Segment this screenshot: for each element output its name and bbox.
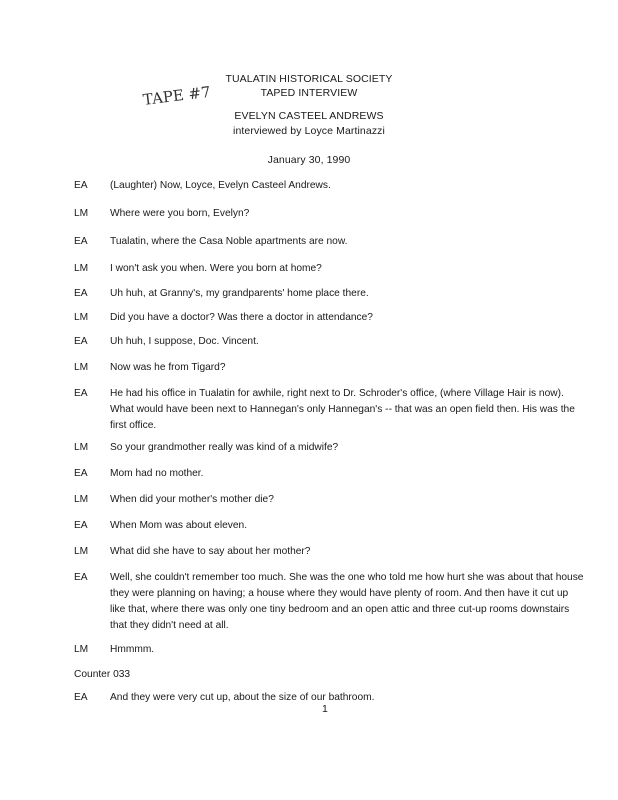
- utterance-text: Uh huh, at Granny's, my grandparents' home place there.: [110, 288, 369, 299]
- utterance-text: Well, she couldn't remember too much. She was the one who told me how hurt she was about that house they were planning on having; a house where they would have plenty of room. And then have it cut up like that, where there was only one tiny bedroom and an open attic and three cut-up rooms downstairs that they didn't need at all.: [110, 572, 584, 631]
- page-number: 1: [322, 703, 328, 715]
- org-name: TUALATIN HISTORICAL SOCIETY: [225, 73, 393, 85]
- utterance-text: What did she have to say about her mother?: [110, 546, 311, 557]
- speaker-label: LM: [74, 208, 89, 219]
- speaker-label: EA: [74, 520, 88, 531]
- interview-date: January 30, 1990: [267, 154, 351, 166]
- interviewer-line: interviewed by Loyce Martinazzi: [233, 125, 385, 137]
- speaker-label: EA: [74, 180, 88, 191]
- speaker-label: EA: [74, 288, 88, 299]
- utterance-text: Tualatin, where the Casa Noble apartments are now.: [110, 236, 348, 247]
- utterance-text: So your grandmother really was kind of a midwife?: [110, 442, 339, 453]
- speaker-label: LM: [74, 546, 89, 557]
- speaker-label: LM: [74, 494, 89, 505]
- speaker-label: EA: [74, 236, 88, 247]
- utterance-text: Now was he from Tigard?: [110, 362, 226, 373]
- utterance-text: Did you have a doctor? Was there a doctor in attendance?: [110, 312, 373, 323]
- utterance-text: (Laughter) Now, Loyce, Evelyn Casteel Andrews.: [110, 180, 331, 191]
- utterance-text: Hmmmm.: [110, 644, 155, 655]
- interviewee-name: EVELYN CASTEEL ANDREWS: [234, 110, 384, 122]
- utterance-text: And they were very cut up, about the size of our bathroom.: [110, 692, 375, 703]
- speaker-label: LM: [74, 442, 89, 453]
- speaker-label: LM: [74, 312, 89, 323]
- speaker-label: EA: [74, 692, 88, 703]
- utterance-text: When did your mother's mother die?: [110, 494, 274, 505]
- document-subtitle: TAPED INTERVIEW: [260, 87, 358, 99]
- tape-counter-note: Counter 033: [74, 669, 131, 680]
- speaker-label: EA: [74, 572, 88, 583]
- utterance-text: Uh huh, I suppose, Doc. Vincent.: [110, 336, 259, 347]
- speaker-label: LM: [74, 263, 89, 274]
- utterance-text: He had his office in Tualatin for awhile, right next to Dr. Schroder's office, (where Village Hair is now). What would have been next to Hannegan's only Hannegan's -- that was an open field then. His was the first office.: [110, 388, 575, 431]
- handwritten-tape-number: TAPE #7: [141, 82, 212, 109]
- utterance-text: I won't ask you when. Were you born at home?: [110, 263, 322, 274]
- speaker-label: LM: [74, 644, 89, 655]
- speaker-label: EA: [74, 388, 88, 399]
- utterance-text: Mom had no mother.: [110, 468, 204, 479]
- utterance-text: Where were you born, Evelyn?: [110, 208, 250, 219]
- speaker-label: EA: [74, 468, 88, 479]
- utterance-text: When Mom was about eleven.: [110, 520, 248, 531]
- speaker-label: EA: [74, 336, 88, 347]
- speaker-label: LM: [74, 362, 89, 373]
